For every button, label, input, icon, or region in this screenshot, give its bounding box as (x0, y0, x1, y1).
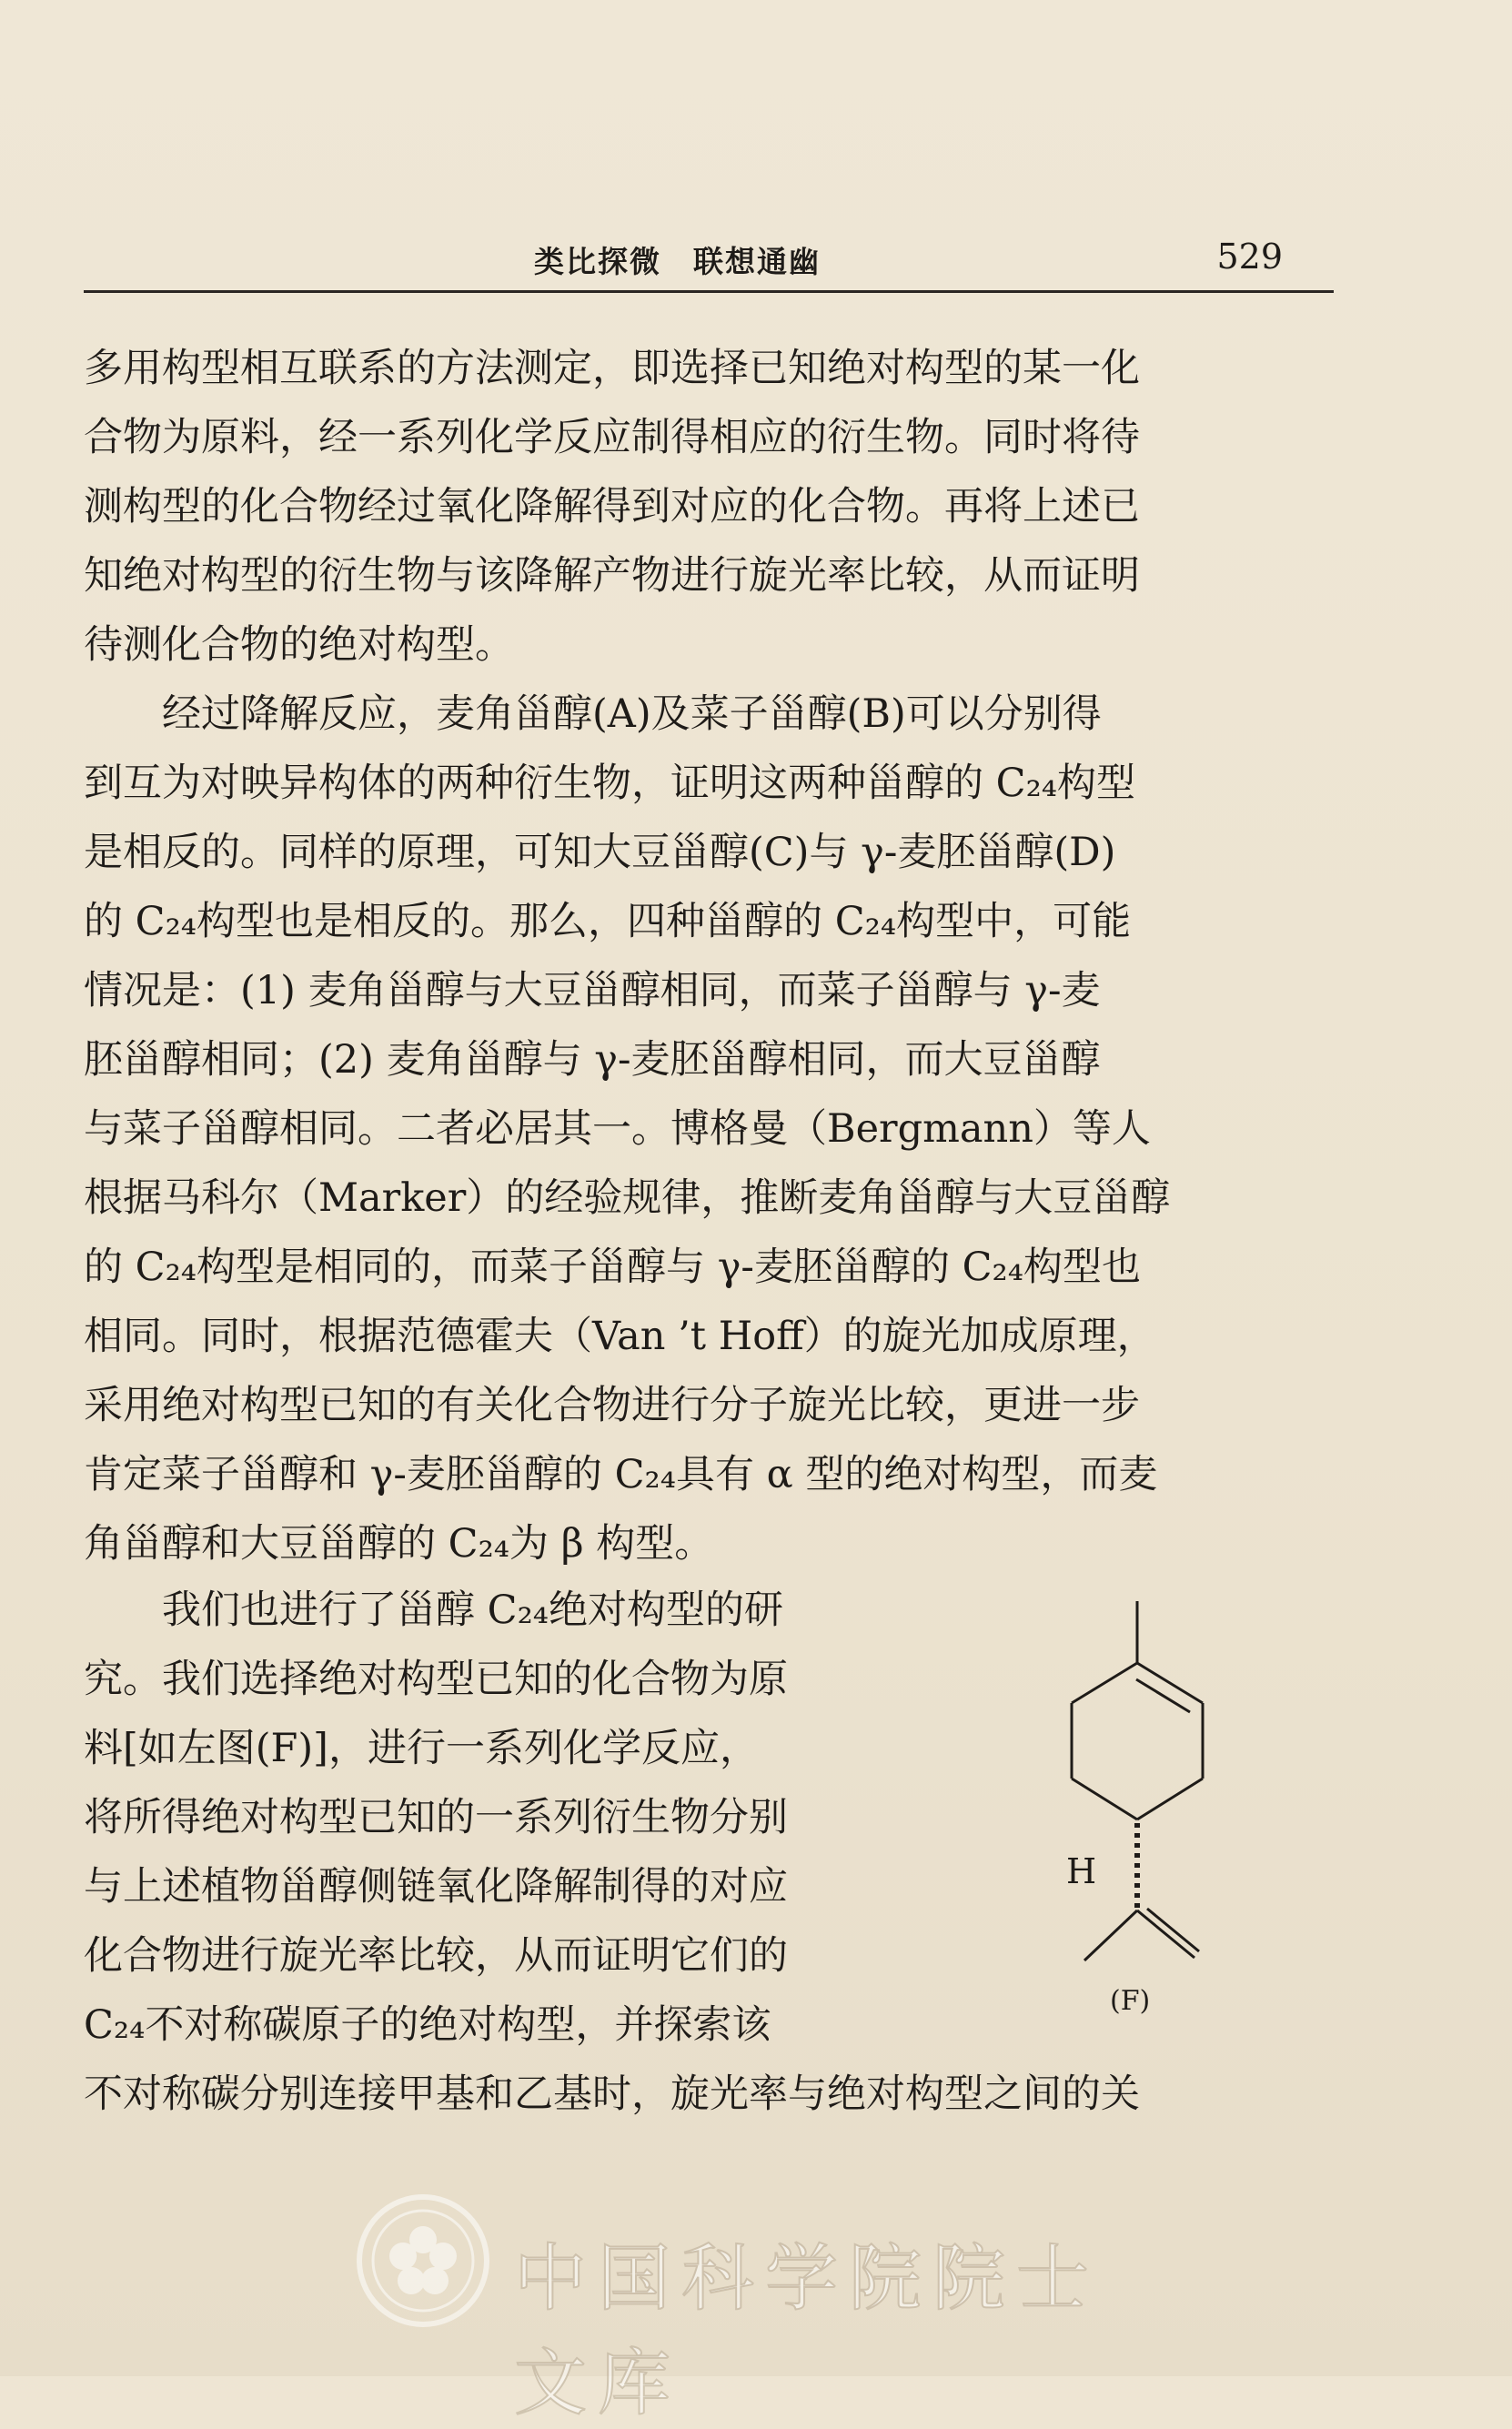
text-line: 待测化合物的绝对构型。 (84, 622, 514, 668)
text-line: 测构型的化合物经过氧化降解得到对应的化合物。再将上述已 (84, 484, 1140, 529)
text-line: 将所得绝对构型已知的一系列衍生物分别 (84, 1795, 788, 1840)
isopropenyl-double-bond (1147, 1909, 1199, 1951)
text-line: 多用构型相互联系的方法测定，即选择已知绝对构型的某一化 (84, 346, 1140, 391)
isopropenyl-bond (1084, 1910, 1137, 1960)
header-rule (84, 290, 1334, 293)
structure-figure (1028, 1601, 1255, 2038)
text-line: 角甾醇和大豆甾醇的 C₂₄为 β 构型。 (84, 1521, 714, 1567)
molecule-diagram (1028, 1601, 1255, 2038)
paragraph-3 (84, 1576, 957, 2060)
text-line: 经过降解反应，麦角甾醇(A)及菜子甾醇(B)可以分别得 (84, 691, 1102, 737)
text-line: 我们也进行了甾醇 C₂₄绝对构型的研 (84, 1587, 784, 1633)
paragraph-1 (84, 334, 1339, 680)
text-line: 化合物进行旋光率比较，从而证明它们的 (84, 1933, 788, 1979)
page-number: 529 (1216, 237, 1283, 277)
isopropenyl-bond (1137, 1910, 1194, 1958)
text-line: 肯定菜子甾醇和 γ-麦胚甾醇的 C₂₄具有 α 型的绝对构型，而麦 (84, 1452, 1158, 1497)
text-line: 相同。同时，根据范德霍夫（Van ’t Hoff）的旋光加成原理， (84, 1314, 1156, 1359)
text-line: 胚甾醇相同；(2) 麦角甾醇与 γ-麦胚甾醇相同，而大豆甾醇 (84, 1037, 1101, 1083)
text-line: C₂₄不对称碳原子的绝对构型，并探索该 (84, 2002, 771, 2048)
ring-bond (1072, 1779, 1137, 1819)
seal-icon (355, 2192, 491, 2329)
paragraph-3-tail (84, 2060, 1339, 2129)
running-title: 类比探微 联想通幽 (534, 244, 821, 279)
watermark (355, 2183, 1174, 2425)
text-line: 与上述植物甾醇侧链氧化降解制得的对应 (84, 1864, 788, 1910)
running-header (84, 227, 1334, 282)
text-line: 采用绝对构型已知的有关化合物进行分子旋光比较，更进一步 (84, 1383, 1140, 1428)
paragraph-2 (84, 680, 1339, 1578)
text-line: 根据马科尔（Marker）的经验规律，推断麦角甾醇与大豆甾醇 (84, 1175, 1171, 1221)
ring-bond (1072, 1663, 1137, 1703)
text-line: 知绝对构型的衍生物与该降解产物进行旋光率比较，从而证明 (84, 553, 1140, 599)
text-line: 到互为对映异构体的两种衍生物，证明这两种甾醇的 C₂₄构型 (84, 761, 1136, 806)
ring-bond (1137, 1779, 1203, 1819)
double-bond (1136, 1679, 1190, 1712)
figure-caption: (F) (1110, 1985, 1151, 2017)
text-line: 不对称碳分别连接甲基和乙基时，旋光率与绝对构型之间的关 (84, 2071, 1140, 2117)
watermark-text: 中国科学院院士文库 (514, 2236, 1100, 2425)
text-line: 的 C₂₄构型也是相反的。那么，四种甾醇的 C₂₄构型中，可能 (84, 899, 1132, 944)
text-line: 情况是：(1) 麦角甾醇与大豆甾醇相同，而菜子甾醇与 γ-麦 (84, 968, 1101, 1013)
text-line: 与菜子甾醇相同。二者必居其一。博格曼（Bergmann）等人 (84, 1106, 1151, 1152)
text-line: 究。我们选择绝对构型已知的化合物为原 (84, 1657, 788, 1702)
text-line: 合物为原料，经一系列化学反应制得相应的衍生物。同时将待 (84, 415, 1140, 460)
text-line: 的 C₂₄构型是相同的，而菜子甾醇与 γ-麦胚甾醇的 C₂₄构型也 (84, 1245, 1141, 1290)
text-line: 料[如左图(F)]，进行一系列化学反应， (84, 1726, 759, 1771)
hydrogen-label: H (1066, 1851, 1097, 1891)
text-line: 是相反的。同样的原理，可知大豆甾醇(C)与 γ-麦胚甾醇(D) (84, 830, 1116, 875)
ring-bond (1137, 1663, 1203, 1703)
